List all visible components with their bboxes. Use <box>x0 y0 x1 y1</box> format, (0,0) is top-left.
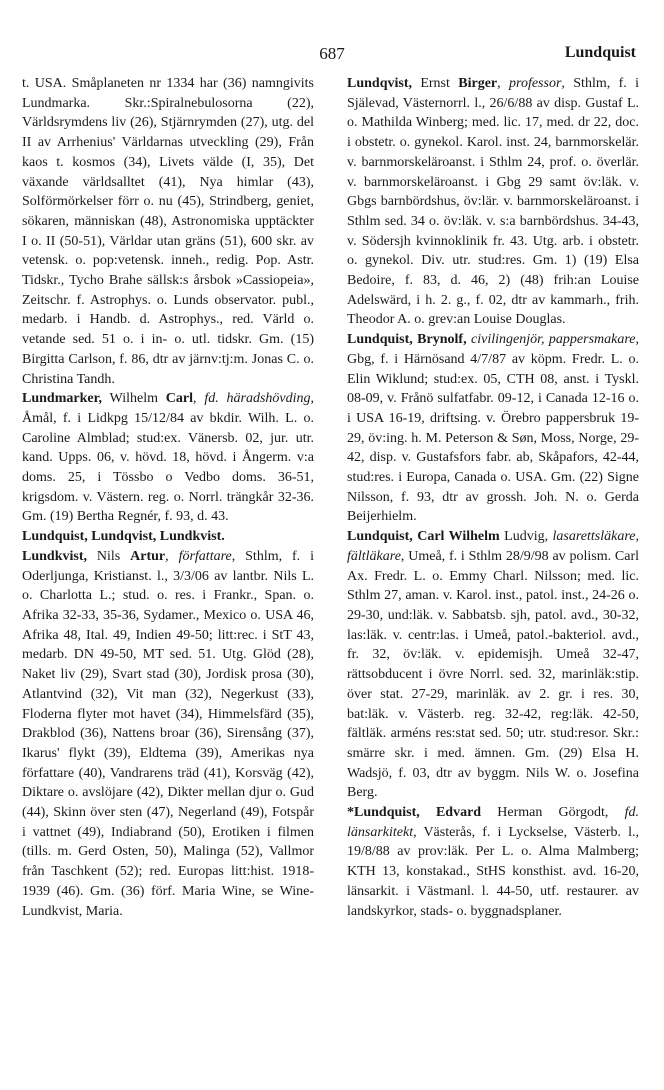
entry-given-name: Ernst <box>411 76 459 91</box>
entry-body: , Åmål, f. i Lidkpg 15/12/84 av bkdir. Wilh. L. o. Caroline Almblad; stud:ex. Vänersb. 02, jur. utr. kand. Upps. 06, v. hövd. 18, hövd. i Ångerm. v:a doms. 25, i Tössbo o Vedbo doms. 36-51, krigsdom. v. Västern. reg. o. Norrl. trängkår 32-36. Gm. (19) Bertha Regnér, f. 93, d. 43. <box>22 391 314 525</box>
entry-occupation: professor <box>509 76 562 91</box>
entry-body: , Västerås, f. i Lyckselse, Västerb. l., 19/8/88 av prov:läk. Per L. o. Alma Malmberg; KTH 13, konstakad., StHS konsthist. avd. 16-20, länsarkit. i Västmanl. l. 44-50, utf. restaurer. av landskyrkor, stads- o. byggnadsplaner. <box>347 824 639 919</box>
entry-lundkvist: Lundkvist, Nils Artur, författare, Sthlm, f. i Oderljunga, Kristianst. l., 3/3/06 av lantbr. Nils L. o. Charlotta L.; stud. o. res. i Frankr., Span. o. Afrika 32-33, 35-36, Sydamer., Mexico o. USA 46, Afrika 48, Ital. 49, Indien 49-50; litt:rec. i StT 43, medarb. DN 49-50, MT sed. 51. Utg. Glöd (28), Naket liv (29), Svart stad (30), Jordisk prosa (30), Atlantvind (32), Vit man (32), Negerkust (33), Floderna flyter mot havet (34), Himmelsfärd (35), Drakblod (36), Nattens broar (36), Sirensång (37), Ikarus' flykt (39), Eldtema (39), Amerikas nya författare (40), Vandrarens träd (41), Korsväg (42), Diktare o. avslöjare (42), Dikter mellan djur o. Gud (44), Skinn över sten (47), Negerland (49), Fotspår i vattnet (49), Indiabrand (50), Erotiken i filmen (tills. m. Gerd Osten, 50), Malinga (52), Vallmor från Taschkent (52); red. Europas litt:hist. 1918-1939 (46). Gm. (36) förf. Maria Wine, se Wine-Lundkvist, Maria. <box>22 548 314 919</box>
entry-occupation: lasarettsläkare, fältläkare <box>347 529 639 564</box>
entry-occupation: civilingenjör, pappersmakare <box>471 332 636 348</box>
entry-given-name: Ludvig, <box>499 529 553 545</box>
entry-given-name-bold: Carl <box>165 391 194 407</box>
entry-occupation: författare <box>178 548 232 564</box>
entry-lundquist-carl <box>347 527 639 803</box>
entry-headword: Lundkvist, <box>22 548 87 564</box>
entry-lundmarker: Lundmarker, Wilhelm Carl, fd. häradshövding, Åmål, f. i Lidkpg 15/12/84 av bkdir. Wilh. L. o. Caroline Almblad; stud:ex. Vänersb. 02, jur. utr. kand. Upps. 06, v. hövd. 18, hövd. i Ångerm. v:a doms. 25, i Tössbo o Vedbo doms. 36-51, krigsdom. v. Västern. reg. o. Norrl. trängkår 32-36. Gm. (19) Bertha Regnér, f. 93, d. 43. <box>22 391 314 525</box>
entry-headword: Lundmarker, <box>22 391 103 407</box>
entry-headword: Lundqvist, <box>347 76 412 91</box>
entry-body: t. USA. Småplaneten nr 1334 har (36) namngivits Lundmarka. Skr.:Spiralnebulosorna (22), Världsrymdens liv (26), Stjärnrymden (27), utg. del II av Arrhenius' Världarnas utveckling (29), Från kaos t. kosmos (34), Livets välde (I, 35), Det växande världsalltet (41), Nya himlar (43), Solförmörkelser förr o. nu (45), Strindberg, geniet, sökaren, människan (48), Astronomiska upptäckter I o. II (50-51), Världar utan gräns (51), 600 skr. av vetensk. o. pop:vetensk. inneh., redig. Pop. Astr. Tidskr., Tycho Brahe sällsk:s årsbok »Cassiopeia», Zeitschr. f. Astrophys. o. Lunds observator. publ., medarb. i Handb. d. Astrophys., red. Värld o. vetande sed. 51 o. i in- o. utl. tidskr. Gm. (15) Birgitta Carlson, f. 86, dtr av järnv:tj:m. Jonas C. o. Christina Tandh. <box>22 76 314 387</box>
entry-body: , Gbg, f. i Härnösand 4/7/87 av köpm. Fredr. L. o. Elin Wiklund; stud:ex. 05, CTH 08, anst. i Tyskl. 08-09, v. Frånö sulfatfabr. 09-12, i Canada 12-16 o. i USA 16-19, driftsing. v. Örebro pappersbruk 19-29, öv:ing. h. M. Peterson & Søn, Moss, Norge, 29-42, disp. v. Gustafsfors fabr. ab, Skåpafors, 42-44, stud:res. i Europa, Canada o. USA. Gm. (22) Signe Nilsson, f. 93, dtr av grossh. Joh. N. o. Gerda Beijerhielm. <box>347 332 639 525</box>
right-column <box>347 74 639 921</box>
entry-given-name-bold: Artur <box>130 548 166 564</box>
entry-headword: *Lundquist, Edvard <box>347 805 482 821</box>
entry-lundquist-edvard <box>347 803 639 921</box>
entry-given-name: Herman Görgodt, <box>481 805 625 821</box>
running-head: Lundquist <box>564 44 636 61</box>
entry-body: , Sthlm, f. i Oderljunga, Kristianst. l., 3/3/06 av lantbr. Nils L. o. Charlotta L.; stud. o. res. i Frankr., Span. o. Afrika 32-33, 35-36, Sydamer., Mexico o. USA 46, Afrika 48, Ital. 49, Indien 49-50; litt:rec. i StT 43, medarb. DN 49-50, MT sed. 51. Utg. Glöd (28), Naket liv (29), Svart stad (30), Jordisk prosa (30), Atlantvind (32), Vit man (32), Negerkust (33), Floderna flyter mot havet (34), Himmelsfärd (35), Drakblod (36), Nattens broar (36), Sirensång (37), Ikarus' flykt (39), Eldtema (39), Amerikas nya författare (40), Vandrarens träd (41), Korsväg (42), Diktare o. avslöjare (42), Dikter mellan djur o. Gud (44), Skinn över sten (47), Negerland (49), Fotspår i vattnet (49), Indiabrand (50), Erotiken i filmen (tills. m. Gerd Osten, 50), Malinga (52), Vallmor från Taschkent (52); red. Europas litt:hist. 1918-1939 (46). Gm. (36) förf. Maria Wine, se Wine-Lundkvist, Maria. <box>22 548 314 919</box>
left-column <box>22 74 314 921</box>
entry-lundquist-brynolf <box>347 330 639 527</box>
entry-occupation: fd. häradshövding <box>204 391 311 407</box>
entry-body: , Umeå, f. i Sthlm 28/9/98 av polism. Carl Ax. Fredr. L. o. Emmy Charl. Nilsson; med. lic. Sthlm 27, aman. v. Karol. inst., patol. inst., 24-26 o. 29-30, und:läk. v. Sabbatsb. sjh, patol. avd., 30-32, las:läk. v. centr:las. i Umeå, patol.-bakteriol. avd., fr. 32, öv:läk. v. epidemisjh. Umeå 32-47, rättsobducent i övre Norrl. sed. 32, marinläk:stip. över stat. 27-29, marinläk. av 2. gr. i res. 30, bat:läk. v. Västerb. reg. 32-42, reg:läk. 42-50, fältläk. arméns res:stat sed. 50; utr. stud:resor. Skr.: smärre skr. i med. ämnen. Gm. (29) Elsa H. Wadsjö, f. 03, dtr av byggm. Nils W. o. Josefina Berg. <box>347 548 639 801</box>
entry-given-name: Wilhelm <box>102 391 166 407</box>
entry-continuation <box>22 74 314 389</box>
page-number: 687 <box>319 44 345 63</box>
entry-body: , Sthlm, f. i Själevad, Västernorrl. l., 26/6/88 av disp. Gustaf L. o. Mathilda Winberg; med. lic. 17, med. dr 22, doc. i obstetr. o. gynekol. Karol. inst. 24, barnmorskelär. v. barnmorskeläroanst. i Sthlm 24, prof. o. överlär. v. barnmorskeläroanst. i Gbg 29 samt öv:läk. v. Gbgs barnbördshus, öv:lär. v. barnmorskeläroanst. i Sthlm sed. 34 o. öv:läk. v. s:a barnbördshus. 34-43, v. Södersjh kvinnoklinik fr. 43. Utg. arb. i obstetr. o. gynekol. Div. utr. stud:res. Gm. 1) (19) Elsa Bedoire, f. 83, d. 46, 2) (48) frih:an Louise Adelswärd, i h. 2. g., f. 02, dtr av kammarh., frih. Theodor A. o. grev:an Louise Douglas. <box>347 76 639 328</box>
entry-occupation: fd. länsarkitekt <box>347 805 639 840</box>
entry-given-name-bold: Birger <box>458 76 498 91</box>
cross-reference: Lundquist, Lundqvist, Lundkvist. <box>22 529 225 545</box>
entry-given-name: Nils <box>86 548 131 564</box>
entry-headword: Lundquist, Brynolf, <box>347 332 467 348</box>
entry-lundqvist-ernst: Lundqvist, Ernst Birger, professor, Sthlm, f. i Själevad, Västernorrl. l., 26/6/88 av disp. Gustaf L. o. Mathilda Winberg; med. lic. 17, med. dr 22, doc. i obstetr. o. gynekol. Karol. inst. 24, barnmorskelär. v. barnmorskeläroanst. i Sthlm 24, prof. o. överlär. v. barnmorskeläroanst. i Gbg 29 samt öv:läk. v. Gbgs barnbördshus, öv:lär. v. barnmorskeläroanst. i Sthlm sed. 34 o. öv:läk. v. s:a barnbördshus. 34-43, v. Södersjh kvinnoklinik fr. 43. Utg. arb. i obstetr. o. gynekol. Div. utr. stud:res. Gm. 1) (19) Elsa Bedoire, f. 83, d. 46, 2) (48) frih:an Louise Adelswärd, i h. 2. g., f. 02, dtr av kammarh., frih. Theodor A. o. grev:an Louise Douglas. <box>347 76 639 328</box>
entry-headword: Lundquist, Carl Wilhelm <box>347 529 500 545</box>
